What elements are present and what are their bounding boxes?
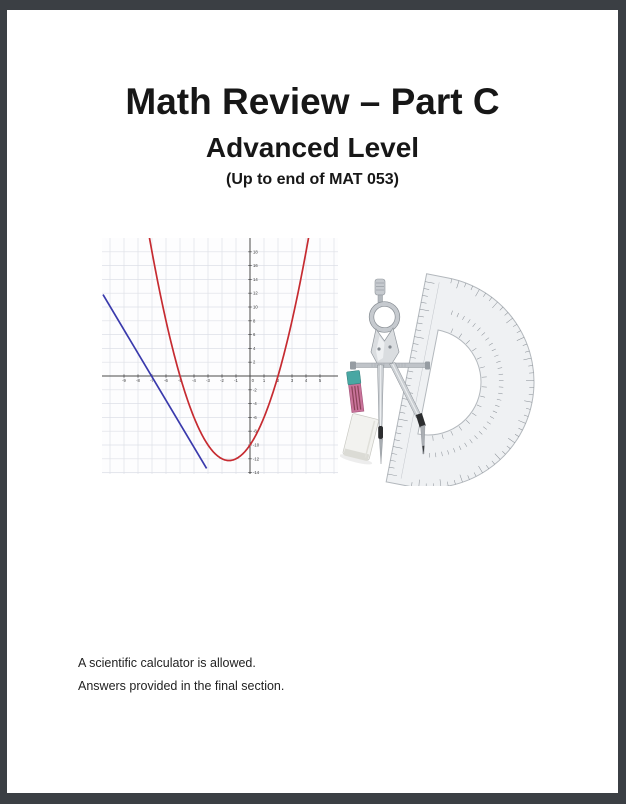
footer-line-2: Answers provided in the final section. <box>78 679 285 693</box>
svg-text:-8: -8 <box>136 378 140 384</box>
svg-text:12: 12 <box>253 290 258 296</box>
document-page <box>7 10 618 793</box>
svg-text:2: 2 <box>253 359 256 365</box>
page-subtitle: Advanced Level <box>205 132 420 163</box>
page-note: (Up to end of MAT 053) <box>225 171 400 188</box>
svg-text:-14: -14 <box>253 470 260 474</box>
svg-text:-7: -7 <box>150 378 154 384</box>
svg-text:-9: -9 <box>122 378 126 384</box>
svg-text:-6: -6 <box>164 378 168 384</box>
svg-text:0: 0 <box>251 378 254 384</box>
compass-ring <box>372 304 398 330</box>
svg-text:-2: -2 <box>220 378 224 384</box>
eraser <box>340 413 383 467</box>
svg-text:3: 3 <box>290 378 294 384</box>
svg-text:2: 2 <box>276 378 280 384</box>
svg-text:-1: -1 <box>234 378 238 384</box>
svg-text:18: 18 <box>253 249 258 255</box>
svg-text:-6: -6 <box>253 414 257 420</box>
lead-refill-tube <box>346 370 364 412</box>
page-title: Math Review – Part C <box>125 81 500 122</box>
svg-text:-10: -10 <box>253 442 260 448</box>
svg-text:10: 10 <box>253 304 258 310</box>
svg-text:-5: -5 <box>178 378 182 384</box>
footer-line-1: A scientific calculator is allowed. <box>78 656 256 670</box>
compass-knob <box>375 279 385 295</box>
compass-head <box>371 328 399 365</box>
geometry-tools-photo <box>340 258 540 486</box>
svg-text:-12: -12 <box>253 456 260 462</box>
svg-text:6: 6 <box>253 332 256 338</box>
graph-image <box>102 238 338 474</box>
svg-text:8: 8 <box>253 318 256 324</box>
svg-text:5: 5 <box>318 378 322 384</box>
svg-text:4: 4 <box>304 378 308 384</box>
svg-text:16: 16 <box>253 263 258 269</box>
svg-text:-4: -4 <box>192 378 196 384</box>
svg-text:-3: -3 <box>206 378 210 384</box>
svg-text:14: 14 <box>253 276 258 282</box>
svg-text:4: 4 <box>253 345 256 351</box>
svg-text:-4: -4 <box>253 401 257 407</box>
svg-text:-2: -2 <box>253 387 257 393</box>
svg-text:-8: -8 <box>253 428 257 434</box>
protractor-ruler <box>386 274 540 486</box>
svg-text:1: 1 <box>262 378 266 384</box>
